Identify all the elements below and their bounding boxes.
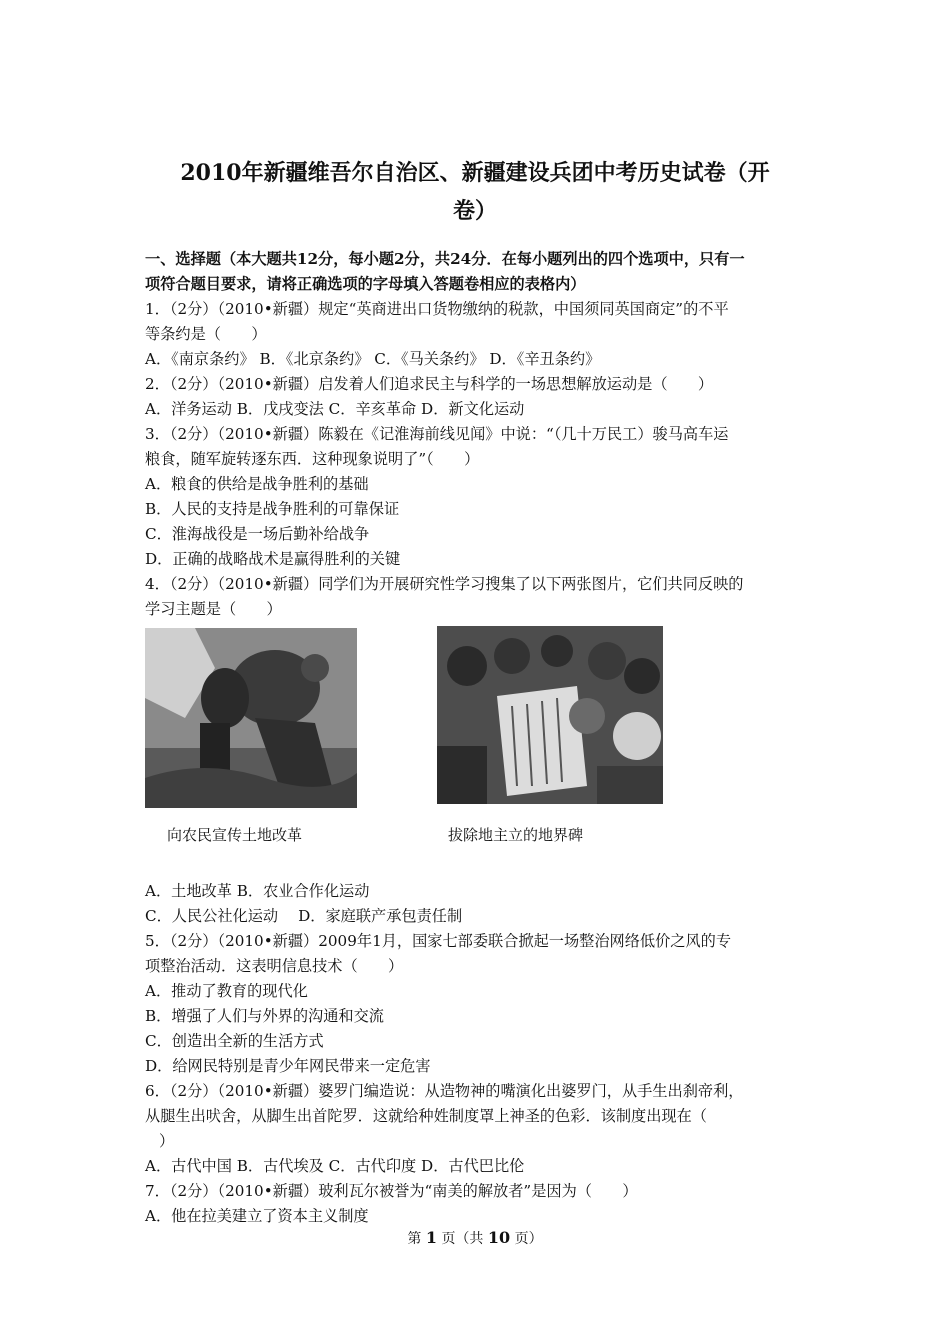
page-footer	[0, 1228, 950, 1248]
figure-left-caption: 向农民宣传土地改革	[167, 826, 303, 844]
question-6	[145, 1079, 810, 1179]
question-6-stem-3: ）	[159, 1132, 175, 1150]
question-5-stem-1: 5．（2分）（2010•新疆）2009年1月，国家七部委联合掀起一场整治网络低价之风的专	[145, 932, 732, 950]
question-2-options: A．洋务运动 B．戊戌变法 C．辛亥革命 D．新文化运动	[145, 400, 525, 418]
question-7-option-a: A．他在拉美建立了资本主义制度	[145, 1207, 369, 1225]
boundary-stone-photo	[437, 626, 663, 804]
question-1-options: A．《南京条约》 B．《北京条约》 C．《马关条约》 D．《辛丑条约》	[145, 350, 601, 368]
question-5	[145, 929, 810, 1079]
question-4	[145, 572, 810, 929]
question-3-stem-1: 3．（2分）（2010•新疆）陈毅在《记淮海前线见闻》中说：“（几十万民工）骏马高车运	[145, 425, 729, 443]
title-line-1: 2010年新疆维吾尔自治区、新疆建设兵团中考历史试卷（开	[180, 160, 770, 186]
question-2-stem-1: 2．（2分）（2010•新疆）启发着人们追求民主与科学的一场思想解放运动是（ ）	[145, 375, 714, 393]
footer-page-number: 1	[425, 1228, 437, 1247]
section-heading	[145, 247, 810, 297]
question-5-stem-2: 项整治活动．这表明信息技术（ ）	[145, 957, 404, 975]
question-7	[145, 1179, 810, 1229]
question-1	[145, 297, 810, 372]
question-5-option-c: C．创造出全新的生活方式	[145, 1032, 324, 1050]
footer-suffix: 页）	[514, 1231, 543, 1247]
question-5-option-b: B．增强了人们与外界的沟通和交流	[145, 1007, 384, 1025]
question-3-option-a: A．粮食的供给是战争胜利的基础	[145, 475, 369, 493]
question-4-stem-2: 学习主题是（ ）	[145, 600, 282, 618]
footer-middle: 页（共	[441, 1231, 484, 1247]
question-3	[145, 422, 810, 572]
footer-total-pages: 10	[487, 1228, 511, 1247]
question-2	[145, 372, 810, 422]
question-4-stem-1: 4．（2分）（2010•新疆）同学们为开展研究性学习搜集了以下两张图片，它们共同反映的	[145, 575, 744, 593]
question-4-options-1: A．土地改革 B．农业合作化运动	[145, 882, 370, 900]
question-3-stem-2: 粮食，随军旋转逐东西．这种现象说明了”（ ）	[145, 450, 480, 468]
figure-right	[437, 626, 663, 804]
exam-title	[140, 154, 810, 230]
question-1-stem-2: 等条约是（ ）	[145, 325, 267, 343]
figure-right-caption: 拔除地主立的地界碑	[448, 826, 584, 844]
footer-prefix: 第	[407, 1231, 422, 1247]
question-7-stem-1: 7．（2分）（2010•新疆）玻利瓦尔被誉为“南美的解放者”是因为（ ）	[145, 1182, 638, 1200]
question-6-options: A．古代中国 B．古代埃及 C．古代印度 D．古代巴比伦	[145, 1157, 525, 1175]
section-heading-line-2: 项符合题目要求，请将正确选项的字母填入答题卷相应的表格内）	[145, 275, 586, 293]
question-5-option-a: A．推动了教育的现代化	[145, 982, 308, 1000]
section-heading-line-1: 一、选择题（本大题共12分，每小题2分，共24分．在每小题列出的四个选项中，只有一	[145, 250, 745, 268]
exam-content	[145, 247, 810, 1229]
question-1-stem-1: 1．（2分）（2010•新疆）规定“英商进出口货物缴纳的税款，中国须同英国商定”的不平	[145, 300, 729, 318]
question-5-option-d: D．给网民特别是青少年网民带来一定危害	[145, 1057, 431, 1075]
figure-left	[145, 628, 357, 808]
question-6-stem-1: 6．（2分）（2010•新疆）婆罗门编造说：从造物神的嘴演化出婆罗门，从手生出刹帝利，	[145, 1082, 744, 1100]
question-3-option-c: C．淮海战役是一场后勤补给战争	[145, 525, 370, 543]
question-3-option-b: B．人民的支持是战争胜利的可靠保证	[145, 500, 400, 518]
title-line-2: 卷）	[452, 198, 497, 224]
question-3-option-d: D．正确的战略战术是赢得胜利的关键	[145, 550, 401, 568]
question-6-stem-2: 从腿生出吠舍，从脚生出首陀罗．这就给种姓制度罩上神圣的色彩．该制度出现在（	[145, 1107, 707, 1125]
question-4-figures	[145, 626, 810, 879]
land-reform-photo	[145, 628, 357, 808]
question-4-options-2: C．人民公社化运动 D．家庭联产承包责任制	[145, 907, 463, 925]
